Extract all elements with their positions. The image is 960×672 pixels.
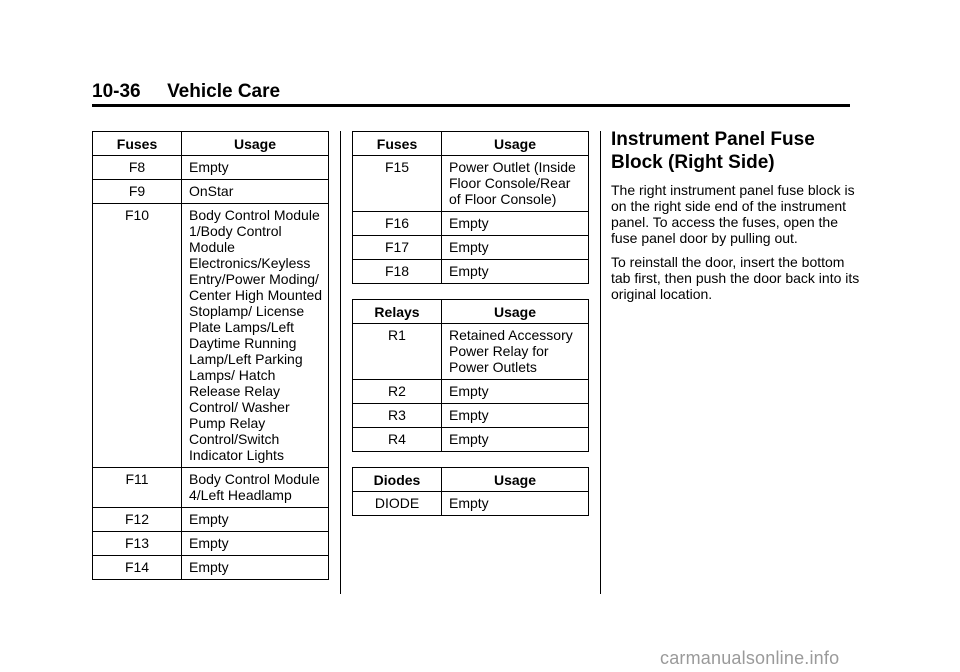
relay-usage: Empty bbox=[442, 380, 589, 404]
relay-code: R3 bbox=[353, 404, 442, 428]
table-row bbox=[353, 236, 589, 260]
table-row bbox=[353, 492, 589, 516]
body-paragraph: The right instrument panel fuse block is on the right side end of the instrument panel. To access the fuses, open the fuse panel door by pulling out. bbox=[611, 182, 855, 246]
table-row bbox=[93, 180, 329, 204]
section-title: Vehicle Care bbox=[167, 81, 281, 102]
column-middle bbox=[352, 131, 589, 516]
header-diodes: Diodes bbox=[353, 468, 442, 492]
fuse-usage: Body Control Module 1/Body Control Module Electronics/Keyless Entry/Power Moding/ Center High Mounted Stoplamp/ License Plate Lamps/Left Daytime Running Lamp/Left Parking Lamps/ Hatch Release Relay Control/ Washer Pump Relay Control/Switch Indicator Lights bbox=[182, 204, 329, 468]
relays-table bbox=[352, 299, 589, 452]
relay-code: R4 bbox=[353, 428, 442, 452]
diode-code: DIODE bbox=[353, 492, 442, 516]
header-usage: Usage bbox=[442, 132, 589, 156]
fuse-code: F9 bbox=[93, 180, 182, 204]
page-header bbox=[92, 80, 850, 107]
diode-usage: Empty bbox=[442, 492, 589, 516]
table-row bbox=[353, 156, 589, 212]
relay-code: R1 bbox=[353, 324, 442, 380]
page-number: 10-36 bbox=[92, 81, 141, 102]
table-row bbox=[353, 260, 589, 284]
header-usage: Usage bbox=[182, 132, 329, 156]
fuse-code: F11 bbox=[93, 468, 182, 508]
table-row bbox=[353, 380, 589, 404]
table-row bbox=[353, 404, 589, 428]
relay-usage: Empty bbox=[442, 404, 589, 428]
column-divider bbox=[340, 131, 341, 594]
table-row bbox=[93, 532, 329, 556]
header-fuses: Fuses bbox=[353, 132, 442, 156]
fuse-code: F15 bbox=[353, 156, 442, 212]
fuse-usage: Body Control Module 4/Left Headlamp bbox=[182, 468, 329, 508]
table-row bbox=[93, 508, 329, 532]
table-row bbox=[353, 324, 589, 380]
fuse-code: F14 bbox=[93, 556, 182, 580]
fuse-usage: Empty bbox=[442, 212, 589, 236]
column-divider bbox=[600, 131, 601, 594]
header-fuses: Fuses bbox=[93, 132, 182, 156]
fuse-code: F17 bbox=[353, 236, 442, 260]
fuse-usage: Power Outlet (Inside Floor Console/Rear of Floor Console) bbox=[442, 156, 589, 212]
fuse-code: F12 bbox=[93, 508, 182, 532]
fuse-code: F8 bbox=[93, 156, 182, 180]
table-row bbox=[93, 156, 329, 180]
table-row bbox=[353, 428, 589, 452]
fuse-usage: Empty bbox=[442, 260, 589, 284]
relay-code: R2 bbox=[353, 380, 442, 404]
fuse-usage: OnStar bbox=[182, 180, 329, 204]
fuse-usage: Empty bbox=[442, 236, 589, 260]
header-usage: Usage bbox=[442, 468, 589, 492]
table-row bbox=[93, 204, 329, 468]
table-row bbox=[93, 556, 329, 580]
fuse-usage: Empty bbox=[182, 156, 329, 180]
fuse-code: F16 bbox=[353, 212, 442, 236]
fuse-code: F18 bbox=[353, 260, 442, 284]
table-row bbox=[93, 468, 329, 508]
relay-usage: Retained Accessory Power Relay for Power Outlets bbox=[442, 324, 589, 380]
section-heading: Instrument Panel Fuse Block (Right Side) bbox=[611, 129, 815, 173]
table-row bbox=[353, 212, 589, 236]
relay-usage: Empty bbox=[442, 428, 589, 452]
diodes-table bbox=[352, 467, 589, 516]
fuse-code: F13 bbox=[93, 532, 182, 556]
column-right bbox=[611, 128, 863, 310]
fuses-table-2 bbox=[352, 131, 589, 284]
fuse-usage: Empty bbox=[182, 508, 329, 532]
watermark: carmanualsonline.info bbox=[660, 648, 840, 668]
header-relays: Relays bbox=[353, 300, 442, 324]
fuse-usage: Empty bbox=[182, 556, 329, 580]
header-usage: Usage bbox=[442, 300, 589, 324]
fuses-table-1 bbox=[92, 131, 329, 580]
body-paragraph: To reinstall the door, insert the bottom tab first, then push the door back into its original location. bbox=[611, 254, 860, 302]
column-left bbox=[92, 131, 329, 580]
fuse-code: F10 bbox=[93, 204, 182, 468]
fuse-usage: Empty bbox=[182, 532, 329, 556]
